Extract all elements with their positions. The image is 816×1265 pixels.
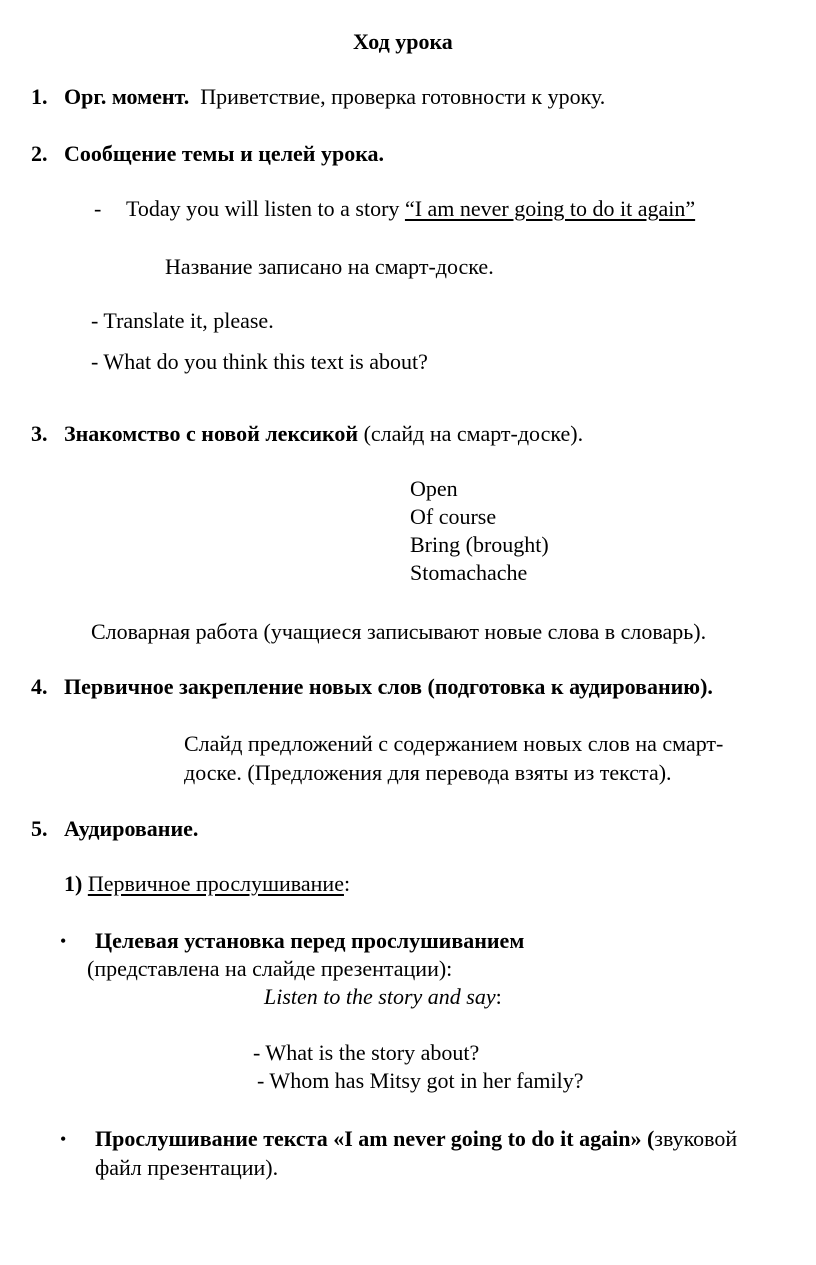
vocab-word: Stomachache xyxy=(410,560,528,585)
section-5-number: 5. xyxy=(31,816,48,841)
section-2-number: 2. xyxy=(31,141,48,166)
section-1-number: 1. xyxy=(31,84,48,109)
bullet-2-line-1 xyxy=(95,1128,737,1150)
bullet-1-heading: Целевая установка перед прослушиванием xyxy=(95,928,525,953)
section-4-number: 4. xyxy=(31,674,48,699)
story-title: “I am never going to do it again” xyxy=(404,196,696,221)
vocab-word: Open xyxy=(410,476,458,501)
question-translate: - Translate it, please. xyxy=(91,308,274,333)
section-1-text: Приветствие, проверка готовности к уроку. xyxy=(200,84,606,109)
vocab-word: Bring (brought) xyxy=(410,532,549,557)
subsection-1-label: Первичное прослушивание xyxy=(87,871,344,896)
section-3-number: 3. xyxy=(31,421,48,446)
story-intro: Today you will listen to a story xyxy=(126,196,400,221)
subsection-1-colon: : xyxy=(343,871,351,896)
section-5-heading: Аудирование. xyxy=(64,816,199,841)
section-2-heading: Сообщение темы и целей урока. xyxy=(64,141,385,166)
story-line xyxy=(126,198,695,220)
section-3-text: (слайд на смарт-доске). xyxy=(363,421,584,446)
bullet-2-line-2: файл презентации). xyxy=(95,1155,279,1180)
question-about: - What do you think this text is about? xyxy=(91,349,428,374)
title-note: Название записано на смарт-доске. xyxy=(165,254,494,279)
subsection-1-number: 1) xyxy=(64,871,83,896)
section-1-heading: Орг. момент. xyxy=(64,84,190,109)
bullet-1-text: (представлена на слайде презентации): xyxy=(87,956,453,981)
bullet-1-question-1: - What is the story about? xyxy=(253,1040,480,1065)
bullet-2-tail: звуковой xyxy=(654,1126,738,1151)
subsection-1-line xyxy=(64,873,350,895)
story-dash: - xyxy=(94,196,102,221)
section-4-line-2: доске. (Предложения для перевода взяты из текста). xyxy=(184,760,672,785)
section-3-heading: Знакомство с новой лексикой xyxy=(64,421,359,446)
section-1-line xyxy=(64,86,605,108)
bullet-icon: • xyxy=(60,1129,67,1149)
section-4-heading: Первичное закрепление новых слов (подготовка к аудированию). xyxy=(64,674,713,699)
section-4-line-1: Слайд предложений с содержанием новых слов на смарт- xyxy=(184,731,724,756)
bullet-1-task xyxy=(264,986,502,1008)
vocabulary-work-note: Словарная работа (учащиеся записывают новые слова в словарь). xyxy=(91,619,707,644)
bullet-1-task-text: Listen to the story and say xyxy=(264,984,496,1009)
section-3-line xyxy=(64,423,583,445)
page-title: Ход урока xyxy=(353,29,453,54)
bullet-icon: • xyxy=(60,931,67,951)
bullet-1-question-2: - Whom has Mitsy got in her family? xyxy=(257,1068,584,1093)
vocab-word: Of course xyxy=(410,504,497,529)
bullet-1-task-colon: : xyxy=(495,984,502,1009)
bullet-2-heading: Прослушивание текста «I am never going to do it again» ( xyxy=(95,1126,655,1151)
